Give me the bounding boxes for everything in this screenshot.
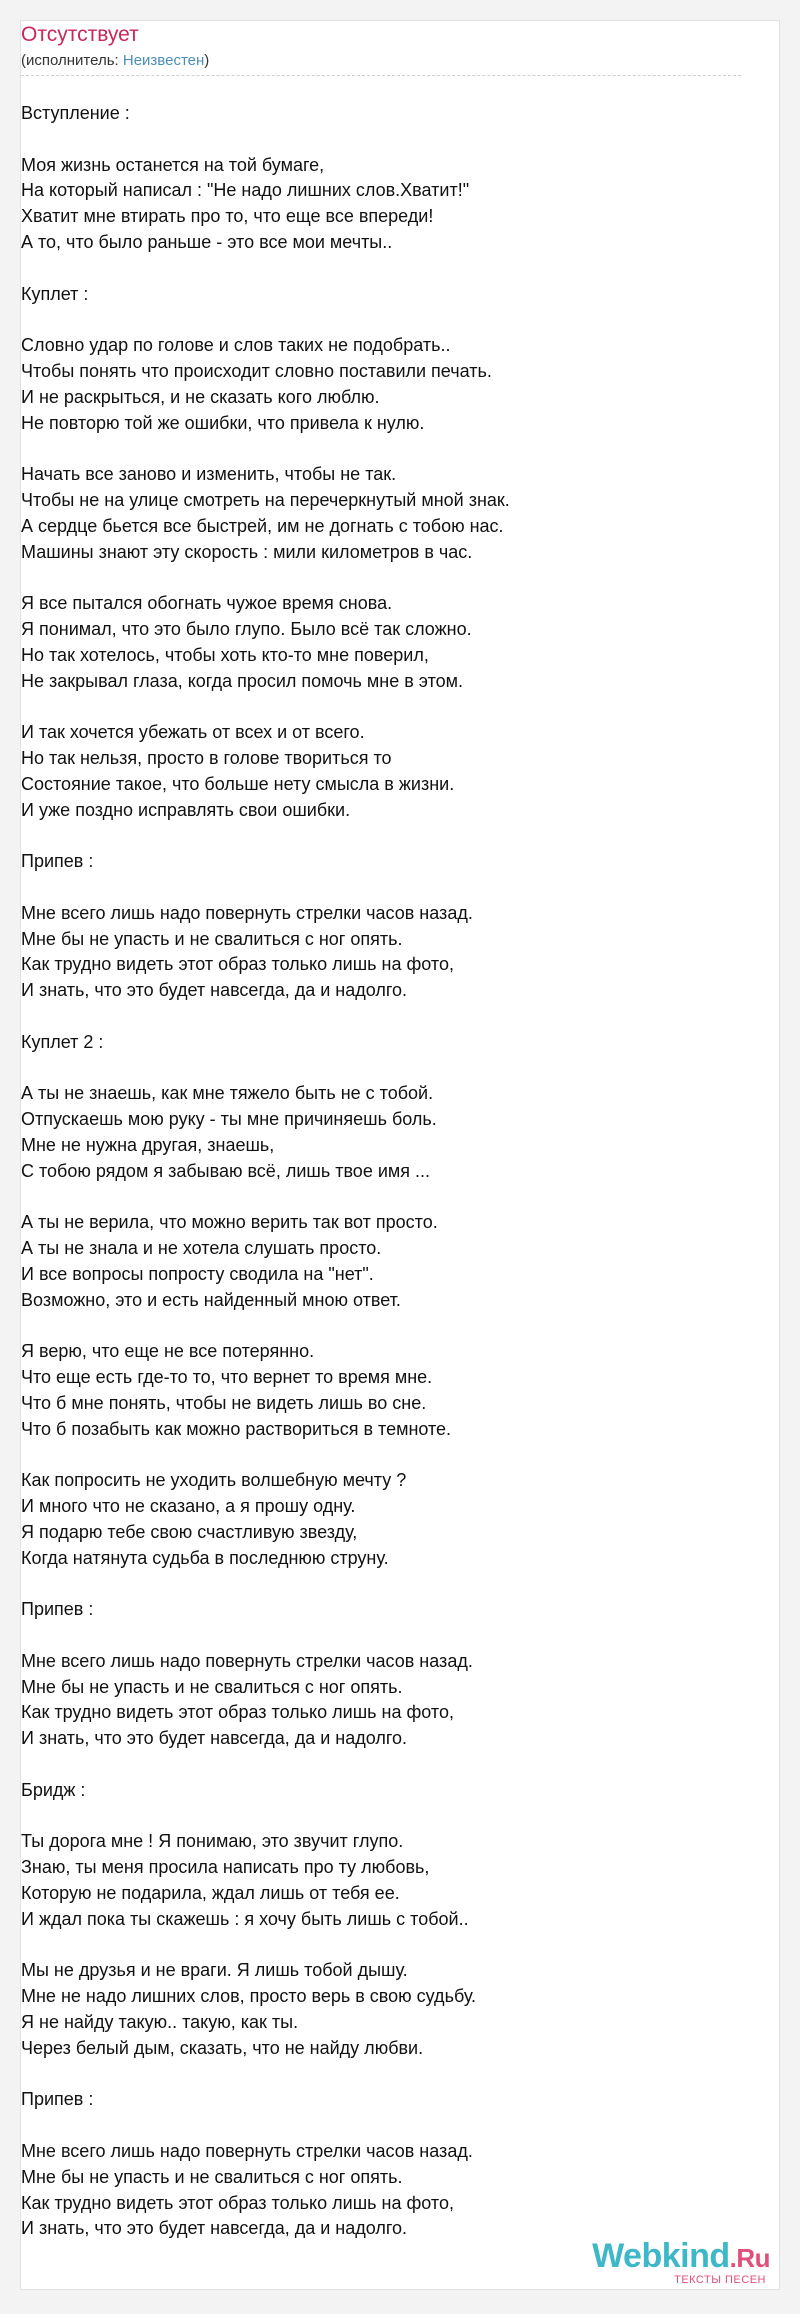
lyrics-stanza [21, 462, 741, 565]
section-heading [21, 101, 741, 127]
lyrics-line: Припев : [21, 1599, 94, 1620]
lyrics-line: Я верю, что еще не все потерянно. [21, 1341, 315, 1362]
lyrics-line: Через белый дым, сказать, что не найду любви. [21, 2037, 424, 2058]
lyrics-line: Отпускаешь мою руку - ты мне причиняешь боль. [21, 1109, 437, 1130]
lyrics-line: Что еще есть где-то то, что вернет то время мне. [21, 1367, 433, 1388]
section-heading [21, 1030, 741, 1056]
lyrics-stanza [21, 1081, 741, 1184]
lyrics-line: Знаю, ты меня просила написать про ту любовь, [21, 1857, 430, 1878]
lyrics-line: Мы не друзья и не враги. Я лишь тобой дышу. [21, 1960, 408, 1981]
lyrics-line: Как трудно видеть этот образ только лишь на фото, [21, 954, 454, 975]
lyrics-line: Мне всего лишь надо повернуть стрелки часов назад. [21, 2140, 473, 2161]
lyrics-line: Мне всего лишь надо повернуть стрелки часов назад. [21, 902, 473, 923]
lyrics-line: Куплет 2 : [21, 1031, 104, 1052]
lyrics-line: Вступление : [21, 103, 130, 123]
lyrics-line: Машины знают эту скорость : мили километров в час. [21, 541, 473, 562]
lyrics-line: Мне бы не упасть и не свалиться с ног опять. [21, 2166, 403, 2187]
lyrics-stanza [21, 591, 741, 694]
song-title: Отсутствует [21, 23, 139, 46]
artist-line [21, 52, 779, 70]
section-heading [21, 2087, 741, 2113]
lyrics-line: А то, что было раньше - это все мои мечты.. [21, 231, 393, 252]
lyrics-line: Моя жизнь останется на той бумаге, [21, 154, 325, 175]
lyrics-line: Как попросить не уходить волшебную мечту ? [21, 1470, 407, 1491]
lyrics-line: Куплет : [21, 283, 89, 304]
lyrics-line: Бридж : [21, 1779, 86, 1800]
lyrics-line: Но так нельзя, просто в голове твориться то [21, 747, 392, 768]
header-divider [21, 75, 741, 76]
lyrics-line: Припев : [21, 851, 94, 872]
lyrics-stanza [21, 153, 741, 256]
lyrics-line: Но так хотелось, чтобы хоть кто-то мне поверил, [21, 644, 429, 665]
lyrics-stanza [21, 1339, 741, 1442]
lyrics-line: Припев : [21, 2089, 94, 2110]
lyrics-line: Которую не подарила, ждал лишь от тебя ее. [21, 1882, 400, 1903]
lyrics-line: И знать, что это будет навсегда, да и надолго. [21, 2218, 408, 2239]
lyrics-line: И уже поздно исправлять свои ошибки. [21, 799, 351, 820]
lyrics-line: Мне не нужна другая, знаешь, [21, 1134, 275, 1155]
webkind-logo[interactable] [592, 2238, 770, 2286]
lyrics-line: Чтобы понять что происходит словно поставили печать. [21, 360, 492, 381]
lyrics-stanza [21, 1829, 741, 1932]
lyrics-line: И знать, что это будет навсегда, да и надолго. [21, 1728, 408, 1749]
lyrics-line: А ты не знала и не хотела слушать просто. [21, 1238, 382, 1259]
section-heading [21, 1597, 741, 1623]
lyrics-line: Состояние такое, что больше нету смысла в жизни. [21, 773, 455, 794]
lyrics-line: На который написал : "Не надо лишних слов.Хватит!" [21, 180, 470, 201]
lyrics-line: И не раскрыться, и не сказать кого люблю. [21, 386, 380, 407]
logo-text: Webkind [592, 2237, 730, 2275]
lyrics-line: Мне бы не упасть и не свалиться с ног опять. [21, 1676, 403, 1697]
song-header [21, 22, 779, 76]
lyrics-line: Я подарю тебе свою счастливую звезду, [21, 1521, 358, 1542]
lyrics-line: Что б позабыть как можно раствориться в темноте. [21, 1418, 452, 1439]
logo-tagline: ТЕКСТЫ ПЕСЕН [674, 2274, 766, 2286]
lyrics-line: А сердце бьется все быстрей, им не догнать с тобою нас. [21, 515, 504, 536]
lyrics-line: И ждал пока ты скажешь : я хочу быть лишь с тобой.. [21, 1908, 469, 1929]
lyrics-line: Я все пытался обогнать чужое время снова. [21, 593, 393, 614]
lyrics-line: Не повторю той же ошибки, что привела к нулю. [21, 412, 425, 433]
lyrics-line: Что б мне понять, чтобы не видеть лишь во сне. [21, 1392, 427, 1413]
lyrics-line: Чтобы не на улице смотреть на перечеркнутый мной знак. [21, 489, 510, 510]
lyrics-line: Начать все заново и изменить, чтобы не так. [21, 464, 397, 485]
lyrics-stanza [21, 2139, 741, 2242]
logo-tld: .Ru [729, 2243, 770, 2273]
lyrics-line: Возможно, это и есть найденный мною ответ. [21, 1289, 401, 1310]
lyrics-body [21, 101, 741, 2242]
lyrics-stanza [21, 333, 741, 436]
lyrics-line: А ты не верила, что можно верить так вот просто. [21, 1212, 438, 1233]
lyrics-stanza [21, 901, 741, 1004]
lyrics-line: И все вопросы попросту сводила на "нет". [21, 1263, 374, 1284]
lyrics-line: Ты дорога мне ! Я понимаю, это звучит глупо. [21, 1831, 404, 1852]
lyrics-stanza [21, 720, 741, 823]
lyrics-line: Когда натянута судьба в последнюю струну. [21, 1547, 389, 1568]
lyrics-line: А ты не знаешь, как мне тяжело быть не с тобой. [21, 1083, 434, 1104]
lyrics-line: И много что не сказано, а я прошу одну. [21, 1496, 356, 1517]
artist-suffix: ) [204, 52, 210, 69]
lyrics-line: Не закрывал глаза, когда просил помочь мне в этом. [21, 670, 464, 691]
artist-prefix: (исполнитель: [21, 52, 123, 69]
lyrics-stanza [21, 1958, 741, 2061]
lyrics-line: Хватит мне втирать про то, что еще все впереди! [21, 206, 434, 227]
lyrics-line: Мне не надо лишних слов, просто верь в свою судьбу. [21, 1986, 477, 2007]
lyrics-line: И так хочется убежать от всех и от всего. [21, 722, 365, 743]
lyrics-line: И знать, что это будет навсегда, да и надолго. [21, 980, 408, 1001]
section-heading [21, 282, 741, 308]
artist-link[interactable]: Неизвестен [122, 52, 205, 69]
lyrics-line: С тобою рядом я забываю всё, лишь твое имя ... [21, 1160, 431, 1181]
lyrics-line: Как трудно видеть этот образ только лишь на фото, [21, 1702, 454, 1723]
lyrics-stanza [21, 1468, 741, 1571]
section-heading [21, 849, 741, 875]
lyrics-line: Мне бы не упасть и не свалиться с ног опять. [21, 928, 403, 949]
lyrics-line: Я не найду такую.. такую, как ты. [21, 2011, 299, 2032]
section-heading [21, 1778, 741, 1804]
lyrics-line: Я понимал, что это было глупо. Было всё так сложно. [21, 618, 472, 639]
lyrics-stanza [21, 1649, 741, 1752]
lyrics-stanza [21, 1210, 741, 1313]
lyrics-line: Словно удар по голове и слов таких не подобрать.. [21, 335, 451, 356]
lyrics-line: Как трудно видеть этот образ только лишь на фото, [21, 2192, 454, 2213]
lyrics-line: Мне всего лишь надо повернуть стрелки часов назад. [21, 1650, 473, 1671]
